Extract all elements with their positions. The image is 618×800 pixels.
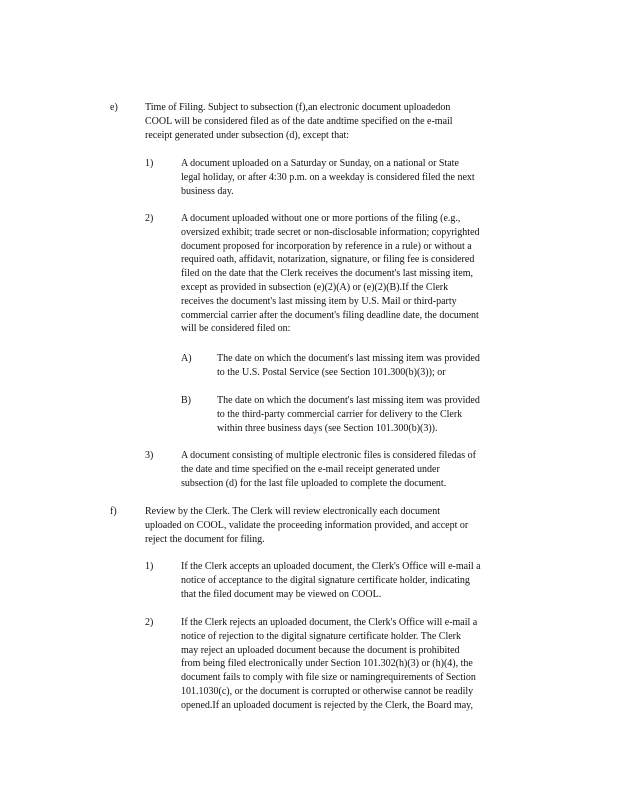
item-e1-line: business day. <box>181 185 234 197</box>
item-e2-line: receives the document's last missing item by U.S. Mail or third-party <box>181 295 457 307</box>
item-e1-line: A document uploaded on a Saturday or Sunday, on a national or State <box>181 158 459 169</box>
subitem-e2a-paragraph <box>217 352 529 380</box>
item-e2-line: oversized exhibit; trade secret or non-disclosable information; copyrighted <box>181 226 480 238</box>
section-e-line: Time of Filing. Subject to subsection (f),an electronic document uploadedon <box>145 102 451 113</box>
item-e2-line: A document uploaded without one or more portions of the filing (e.g., <box>181 213 461 224</box>
item-e2-line: filed on the date that the Clerk receives the document's last missing item, <box>181 268 474 280</box>
item-e3-line: A document consisting of multiple electronic files is considered filedas of <box>181 450 476 461</box>
item-f2-paragraph <box>181 616 543 713</box>
item-e2-line: required oath, affidavit, notarization, signature, or filing fee is considered <box>181 254 475 266</box>
item-f2-line: notice of rejection to the digital signature certificate holder. The Clerk <box>181 630 461 642</box>
item-e1-line: legal holiday, or after 4:30 p.m. on a weekday is considered filed the next <box>181 171 475 183</box>
item-e2-marker: 2) <box>145 213 154 224</box>
item-e3-paragraph <box>181 449 536 490</box>
item-f2-marker: 2) <box>145 617 154 628</box>
item-e3-marker: 3) <box>145 450 154 461</box>
item-f1-line: notice of acceptance to the digital signature certificate holder, indicating <box>181 574 470 586</box>
item-e3-line: the date and time specified on the e-mail receipt generated under <box>181 463 440 475</box>
section-e-paragraph <box>145 101 517 142</box>
section-e-line: COOL will be considered filed as of the date andtime specified on the e-mail <box>145 115 453 127</box>
section-f-line: reject the document for filing. <box>145 533 265 545</box>
item-f2-line: may reject an uploaded document because the document is prohibited <box>181 644 460 656</box>
subitem-e2b-line: to the third-party commercial carrier for delivery to the Clerk <box>217 408 463 420</box>
section-f-line: Review by the Clerk. The Clerk will review electronically each document <box>145 506 440 517</box>
item-f2-line: from being filed electronically under Section 101.302(h)(3) or (h)(4), the <box>181 658 473 670</box>
subitem-e2a-marker: A) <box>181 353 192 364</box>
subitem-e2a-line: to the U.S. Postal Service (see Section 101.300(b)(3)); or <box>217 366 446 378</box>
item-e2-line: commercial carrier after the document's filing deadline date, the document <box>181 309 479 321</box>
section-f-marker: f) <box>110 506 117 517</box>
subitem-e2b-line: The date on which the document's last missing item was provided <box>217 395 480 406</box>
item-f1-line: If the Clerk accepts an uploaded document, the Clerk's Office will e-mail a <box>181 561 481 572</box>
item-f2-line: 101.1030(c), or the document is corrupted or otherwise cannot be readily <box>181 685 474 697</box>
subitem-e2b-marker: B) <box>181 395 191 406</box>
subitem-e2b-line: within three business days (see Section 101.300(b)(3)). <box>217 422 438 434</box>
subitem-e2b-paragraph <box>217 394 529 435</box>
section-e-marker: e) <box>110 102 118 113</box>
item-e3-line: subsection (d) for the last file uploaded to complete the document. <box>181 477 447 489</box>
item-e1-marker: 1) <box>145 158 154 169</box>
item-e2-line: except as provided in subsection (e)(2)(A) or (e)(2)(B).If the Clerk <box>181 281 449 293</box>
item-e2-paragraph <box>181 212 536 336</box>
item-f2-line: If the Clerk rejects an uploaded document, the Clerk's Office will e-mail a <box>181 617 478 628</box>
item-f1-paragraph <box>181 560 543 601</box>
section-f-paragraph <box>145 505 535 546</box>
item-f2-line: opened.If an uploaded document is rejected by the Clerk, the Board may, <box>181 699 474 711</box>
item-f2-line: document fails to comply with file size or namingrequirements of Section <box>181 672 476 684</box>
item-f1-marker: 1) <box>145 561 154 572</box>
item-e1-paragraph <box>181 157 536 198</box>
item-f1-line: that the filed document may be viewed on COOL. <box>181 588 382 600</box>
section-f-line: uploaded on COOL, validate the proceeding information provided, and accept or <box>145 519 469 531</box>
subitem-e2a-line: The date on which the document's last missing item was provided <box>217 353 480 364</box>
item-e2-line: document proposed for incorporation by reference in a rule) or without a <box>181 240 472 252</box>
item-e2-line: will be considered filed on: <box>181 323 291 335</box>
section-e-line: receipt generated under subsection (d), except that: <box>145 129 350 141</box>
